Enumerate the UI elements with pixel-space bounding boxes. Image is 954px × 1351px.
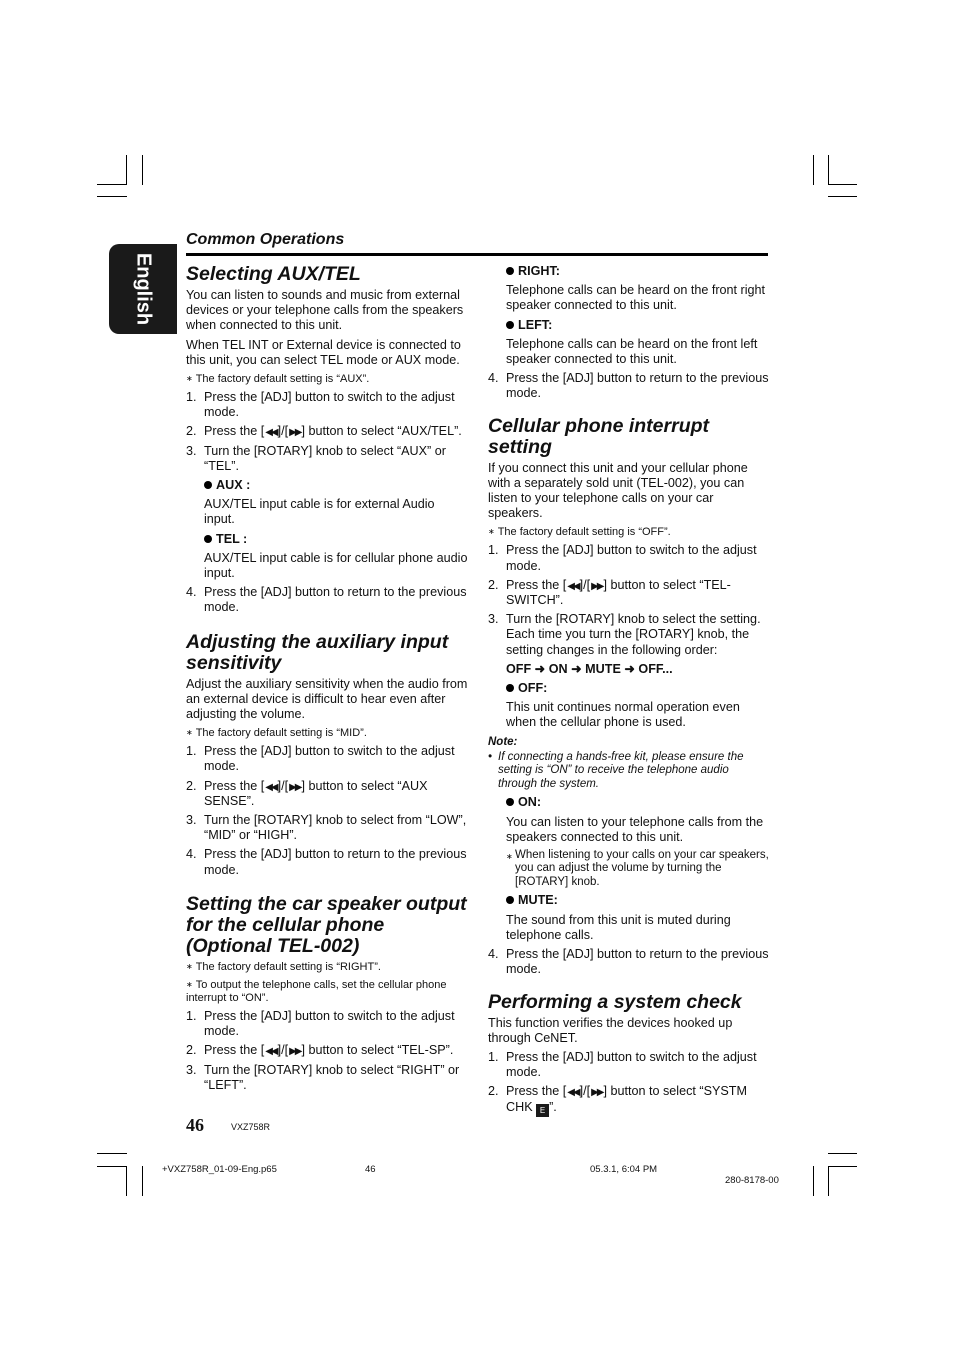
option-subnote: ∗ When listening to your calls on your car speakers, you can adjust the volume by turning the [ROTARY] knob. bbox=[506, 848, 769, 888]
prev-icon: ◀◀ bbox=[265, 781, 277, 793]
factory-default-note: ∗ The factory default setting is “OFF”. bbox=[488, 526, 671, 539]
option-tel: TEL : bbox=[204, 532, 468, 547]
factory-default-note: ∗ The factory default setting is “AUX”. bbox=[186, 373, 370, 386]
factory-default-note: ∗ The factory default setting is “MID”. bbox=[186, 727, 367, 740]
step-list bbox=[186, 585, 468, 615]
crop-mark bbox=[126, 155, 127, 185]
prev-icon: ◀◀ bbox=[265, 427, 277, 439]
left-column bbox=[186, 264, 468, 1097]
section-label: Common Operations bbox=[186, 231, 345, 248]
crop-mark bbox=[813, 155, 814, 185]
next-icon: ▶▶ bbox=[289, 781, 301, 793]
bullet-icon bbox=[506, 896, 514, 904]
step-list bbox=[488, 371, 770, 401]
crop-mark bbox=[142, 155, 143, 185]
crop-mark bbox=[828, 196, 857, 197]
step-list bbox=[186, 744, 468, 878]
crop-mark bbox=[142, 1166, 143, 1196]
next-icon: ▶▶ bbox=[591, 1087, 603, 1099]
option-text: This unit continues normal operation even when the cellular phone is used. bbox=[506, 700, 740, 730]
paragraph: When TEL INT or External device is connected to this unit, you can select TEL mode or AUX mode. bbox=[186, 337, 461, 367]
option-text: AUX/TEL input cable is for external Audio input. bbox=[204, 497, 435, 527]
crop-mark bbox=[97, 184, 127, 185]
step-list bbox=[186, 1009, 468, 1093]
crop-mark bbox=[97, 1153, 127, 1154]
option-mute: MUTE: bbox=[506, 893, 770, 908]
option-text: AUX/TEL input cable is for cellular phone audio input. bbox=[204, 550, 468, 581]
crop-mark bbox=[828, 1166, 829, 1196]
bullet-icon bbox=[204, 535, 212, 543]
factory-default-note: ∗ To output the telephone calls, set the cellular phone interrupt to “ON”. bbox=[186, 978, 447, 1004]
next-icon: ▶▶ bbox=[289, 427, 301, 439]
next-icon: ▶▶ bbox=[289, 1046, 301, 1058]
option-text: Telephone calls can be heard on the front left speaker connected to this unit. bbox=[506, 336, 758, 367]
paragraph: You can listen to sounds and music from external devices or your telephone calls from the speakers when connected to this unit. bbox=[186, 288, 464, 333]
page-number: 46 bbox=[186, 1115, 204, 1135]
setting-sequence: OFF ➜ ON ➜ MUTE ➜ OFF... bbox=[506, 661, 673, 676]
note-heading: Note: bbox=[488, 735, 518, 748]
prev-icon: ◀◀ bbox=[567, 580, 579, 592]
crop-mark bbox=[97, 1166, 127, 1167]
step: 4. Press the [ADJ] button to return to the previous mode. bbox=[186, 585, 467, 615]
step: 2. Press the [◀◀]/[▶▶] button to select “SYSTM CHK E ”. bbox=[488, 1084, 747, 1115]
option-aux: AUX : bbox=[204, 478, 468, 493]
step-list bbox=[488, 947, 770, 977]
note-text: • If connecting a hands-free kit, please ensure the setting is “ON” to receive the telephone audio through the system. bbox=[488, 750, 744, 790]
model-number: VXZ758R bbox=[231, 1122, 271, 1132]
step: 4. Press the [ADJ] button to return to the previous mode. bbox=[186, 847, 467, 877]
step: 3. Turn the [ROTARY] knob to select “RIGHT” or “LEFT”. bbox=[186, 1062, 460, 1092]
footer-file: +VXZ758R_01-09-Eng.p65 bbox=[162, 1164, 277, 1175]
step: 3. Turn the [ROTARY] knob to select from “LOW”, “MID” or “HIGH”. bbox=[186, 813, 467, 843]
heading-cellular-interrupt: Cellular phone interrupt setting bbox=[488, 414, 710, 458]
bullet-icon bbox=[204, 481, 212, 489]
option-text: You can listen to your telephone calls from the speakers connected to this unit. bbox=[506, 814, 764, 844]
option-right: RIGHT: bbox=[506, 264, 770, 279]
bullet-icon bbox=[506, 321, 514, 329]
option-off: OFF: bbox=[506, 681, 770, 696]
heading-system-check: Performing a system check bbox=[488, 990, 742, 1013]
footer-date: 05.3.1, 6:04 PM bbox=[590, 1164, 658, 1175]
bullet-icon bbox=[506, 798, 514, 806]
step: 2. Press the [◀◀]/[▶▶] button to select “AUX SENSE”. bbox=[186, 778, 428, 808]
prev-icon: ◀◀ bbox=[567, 1087, 579, 1099]
bullet-icon bbox=[506, 684, 514, 692]
step: 1. Press the [ADJ] button to switch to the adjust mode. bbox=[186, 1008, 455, 1039]
option-on: ON: bbox=[506, 795, 770, 810]
step: 3. Turn the [ROTARY] knob to select “AUX” or “TEL”. bbox=[186, 443, 446, 473]
check-icon: E bbox=[536, 1104, 549, 1117]
crop-mark bbox=[813, 1166, 814, 1196]
option-text: Telephone calls can be heard on the front right speaker connected to this unit. bbox=[506, 283, 766, 313]
crop-mark bbox=[828, 1166, 857, 1167]
step: 4. Press the [ADJ] button to return to the previous mode. bbox=[488, 371, 769, 401]
right-column bbox=[488, 264, 770, 1121]
factory-default-note: ∗ The factory default setting is “RIGHT”. bbox=[186, 960, 381, 973]
crop-mark bbox=[828, 1153, 857, 1154]
heading-adjusting-aux-sensitivity: Adjusting the auxiliary input sensitivity bbox=[186, 630, 449, 674]
option-text: The sound from this unit is muted during telephone calls. bbox=[506, 912, 731, 942]
step: 3. Turn the [ROTARY] knob to select the setting. Each time you turn the [ROTARY] knob, the setting changes in the following order: bbox=[488, 612, 761, 657]
step: 2. Press the [◀◀]/[▶▶] button to select “TEL-SP”. bbox=[186, 1043, 454, 1058]
step: 1. Press the [ADJ] button to switch to the adjust mode. bbox=[186, 744, 455, 774]
crop-mark bbox=[97, 196, 127, 197]
step-list bbox=[186, 390, 468, 474]
language-tab-label: English bbox=[132, 252, 155, 326]
step: 1. Press the [ADJ] button to switch to the adjust mode. bbox=[488, 1049, 757, 1080]
header-rule bbox=[186, 253, 768, 256]
paragraph: Adjust the auxiliary sensitivity when the audio from an external device is difficult to hear even after adjusting the volume. bbox=[186, 676, 468, 722]
heading-car-speaker-output: Setting the car speaker output for the cellular phone (Optional TEL-002) bbox=[186, 892, 467, 957]
heading-selecting-aux-tel: Selecting AUX/TEL bbox=[186, 263, 361, 285]
step: 2. Press the [◀◀]/[▶▶] button to select “AUX/TEL”. bbox=[186, 424, 462, 439]
prev-icon: ◀◀ bbox=[265, 1046, 277, 1058]
step: 4. Press the [ADJ] button to return to the previous mode. bbox=[488, 947, 769, 977]
option-left: LEFT: bbox=[506, 318, 770, 333]
step: 1. Press the [ADJ] button to switch to the adjust mode. bbox=[488, 543, 757, 573]
crop-mark bbox=[828, 184, 857, 185]
crop-mark bbox=[126, 1166, 127, 1196]
footer-code: 280-8178-00 bbox=[725, 1175, 779, 1186]
footer-page: 46 bbox=[365, 1164, 376, 1175]
crop-mark bbox=[828, 155, 829, 185]
step-list bbox=[488, 1050, 770, 1117]
step: 1. Press the [ADJ] button to switch to the adjust mode. bbox=[186, 390, 455, 420]
paragraph: If you connect this unit and your cellular phone with a separately sold unit (TEL-002), you can listen to your telephone calls on your car speakers. bbox=[488, 460, 748, 521]
step-list bbox=[488, 543, 770, 657]
language-tab bbox=[109, 244, 177, 334]
next-icon: ▶▶ bbox=[591, 580, 603, 592]
paragraph: This function verifies the devices hooked up through CeNET. bbox=[488, 1015, 733, 1045]
step: 2. Press the [◀◀]/[▶▶] button to select “TEL-SWITCH”. bbox=[488, 577, 731, 608]
bullet-icon bbox=[506, 267, 514, 275]
